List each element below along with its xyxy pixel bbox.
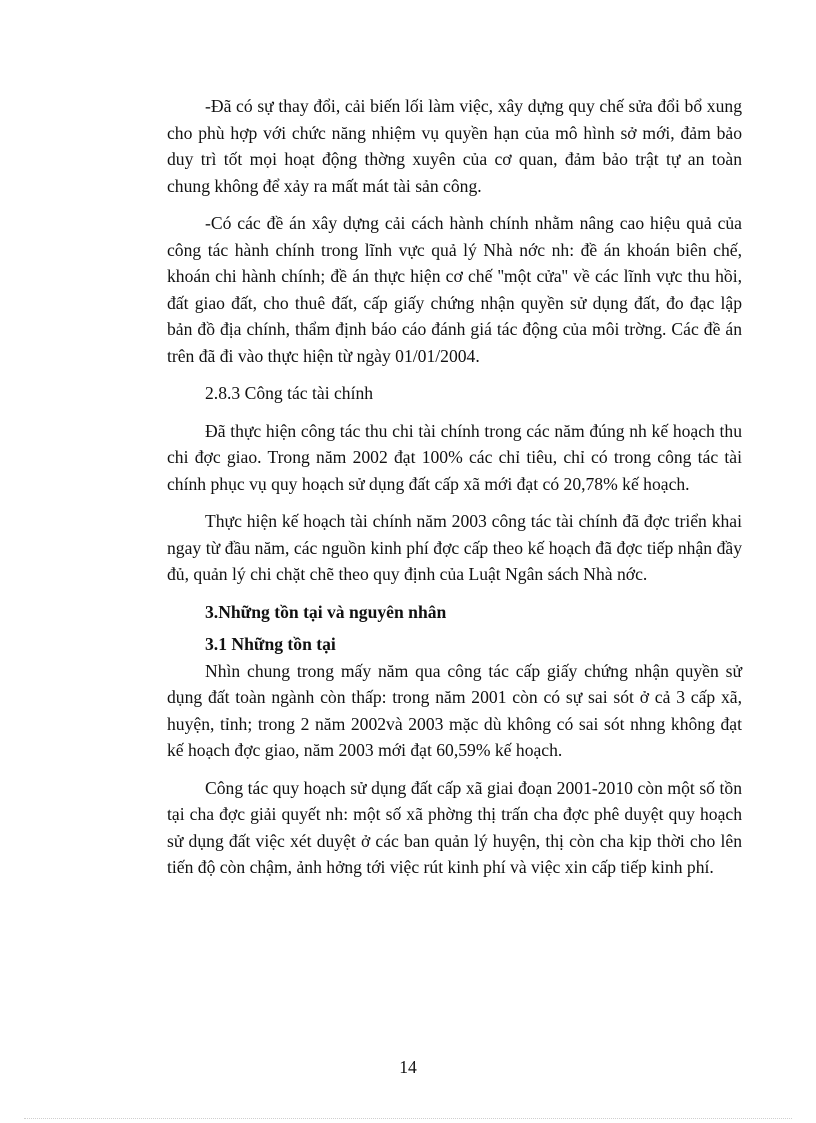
subsection-heading-issues: 3.1 Những tồn tại [205,634,336,654]
section-heading-issues: 3.Những tồn tại và nguyên nhân [205,601,447,622]
paragraph-change-work-method: -Đã có sự thay đổi, cải biến lối làm việc, xây dựng quy chế sửa đổi bổ xung cho phù hợp với chức năng nhiệm vụ quyền hạn của mô hình sở mới, đảm bảo duy trì tốt mọi hoạt động thờng xuyên của cơ quan, đảm bảo trật tự an toàn chung không để xảy ra mất mát tài sản công. [167,96,742,196]
document-body [167,93,742,881]
footer-divider [24,1118,792,1119]
section-heading-finance: 2.8.3 Công tác tài chính [205,383,374,403]
paragraph-admin-reform: -Có các đề án xây dựng cải cách hành chính nhằm nâng cao hiệu quả của công tác hành chính trong lĩnh vực quả lý Nhà nớc nh: đề án khoán biên chế, khoán chi hành chính; đề án thực hiện cơ chế ''một cửa'' về các lĩnh vực thu hồi, đất giao đất, cho thuê đất, cấp giấy chứng nhận quyền sử dụng đất, đo đạc lập bản đồ địa chính, thẩm định báo cáo đánh giá tác động của môi trờng. Các đề án trên đã đi vào thực hiện từ ngày 01/01/2004. [167,213,742,366]
paragraph-certificate-issues: Nhìn chung trong mấy năm qua công tác cấp giấy chứng nhận quyền sử dụng đất toàn ngành còn thấp: trong năm 2001 còn có sự sai sót ở cả 3 cấp xã, huyện, tỉnh; trong 2 năm 2002và 2003 mặc dù không có sai sót nhng không đạt kế hoạch đợc giao, năm 2003 mới đạt 60,59% kế hoạch. [167,660,742,760]
page-number: 14 [399,1057,417,1077]
paragraph-finance-2003: Thực hiện kế hoạch tài chính năm 2003 công tác tài chính đã đợc triển khai ngay từ đầu năm, các nguồn kinh phí đợc cấp theo kế hoạch đã đợc tiếp nhận đầy đủ, quản lý chi chặt chẽ theo quy định của Luật Ngân sách Nhà nớc. [167,511,742,584]
paragraph-finance-2002: Đã thực hiện công tác thu chi tài chính trong các năm đúng nh kế hoạch thu chi đợc giao. Trong năm 2002 đạt 100% các chỉ tiêu, chỉ có trong công tác tài chính phục vụ quy hoạch sử dụng đất cấp xã mới đạt có 20,78% kế hoạch. [167,420,742,494]
paragraph-planning-issues: Công tác quy hoạch sử dụng đất cấp xã giai đoạn 2001-2010 còn một số tồn tại cha đợc giải quyết nh: một số xã phờng thị trấn cha đợc phê duyệt quy hoạch sử dụng đất việc xét duyệt ở các ban quản lý huyện, thị còn cha kịp thời cho lên tiến độ còn chậm, ảnh hởng tới việc rút kinh phí và việc xin cấp tiếp kinh phí. [167,777,742,877]
